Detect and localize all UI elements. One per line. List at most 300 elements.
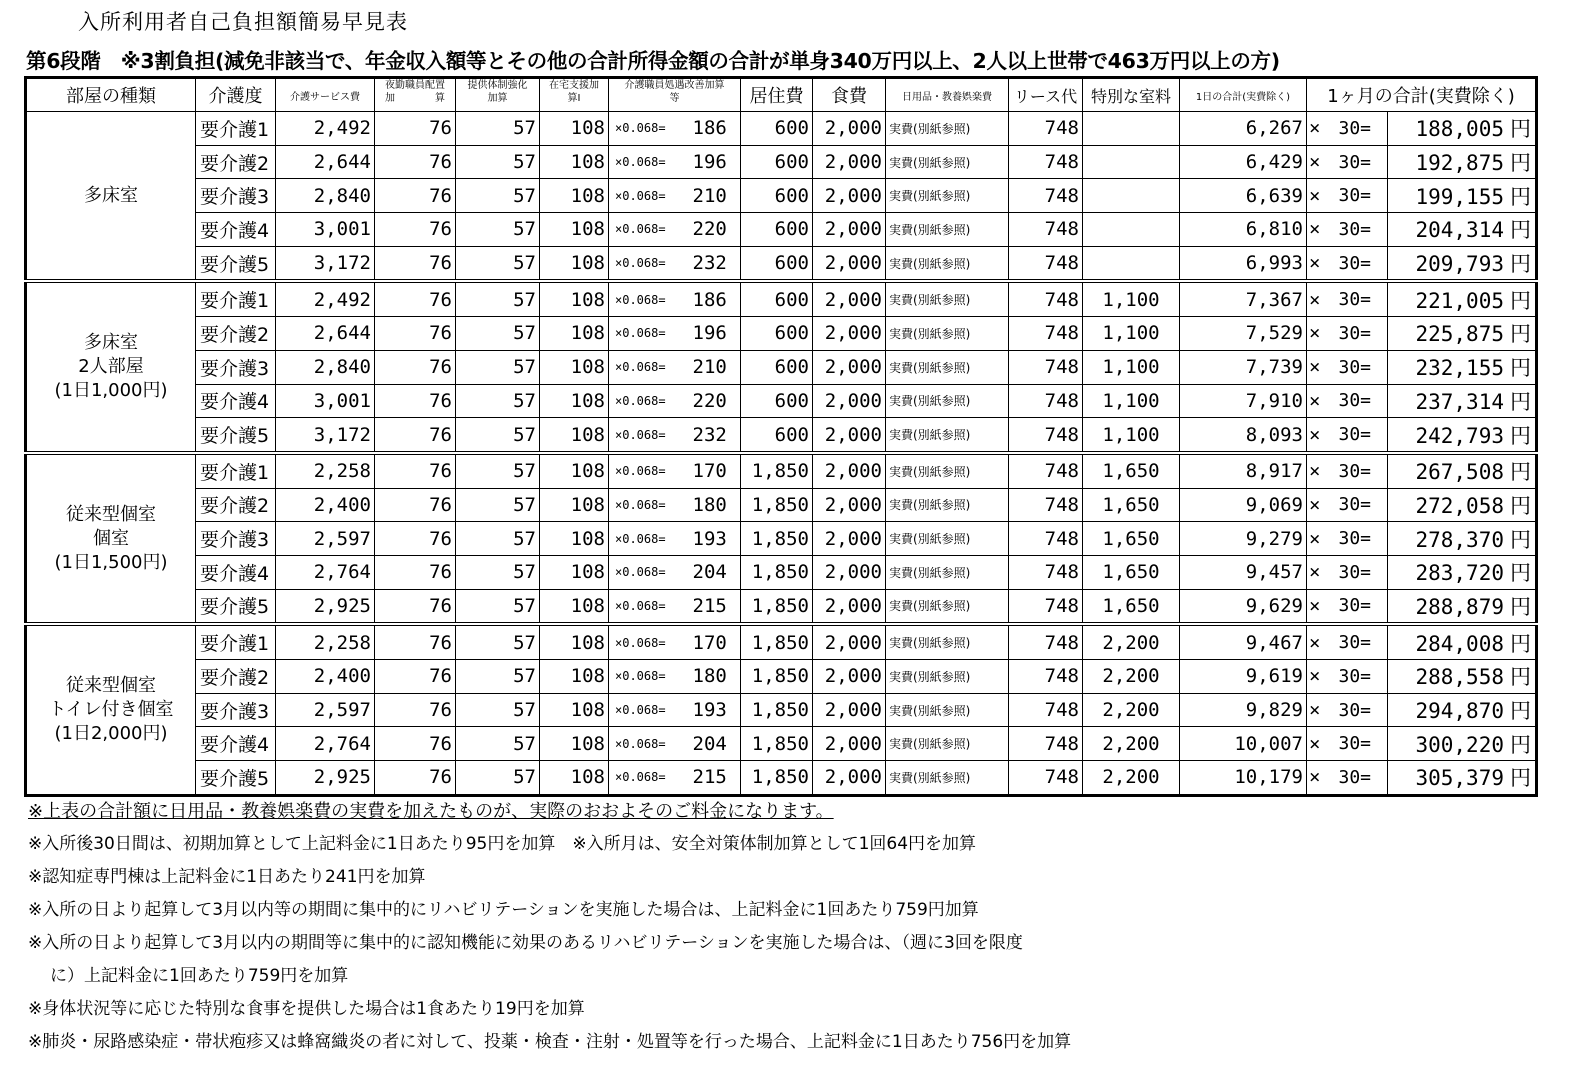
room-type-line: 従来型個室: [66, 675, 156, 697]
treatment-addition-cell: 210: [691, 350, 741, 384]
special-room-fee-cell: [1083, 213, 1180, 247]
service-fee-cell: 2,258: [276, 624, 375, 659]
system-addition-cell: 57: [456, 281, 540, 316]
misc-expense-cell: 実費(別紙参照): [886, 145, 1009, 179]
days-cell: 30=: [1337, 112, 1388, 146]
residence-fee-cell: 600: [741, 281, 813, 316]
care-level-cell: 要介護4: [196, 213, 276, 247]
yen-unit: 円: [1510, 117, 1531, 142]
monthly-total-cell: [1388, 727, 1537, 761]
home-support-cell: 108: [540, 624, 609, 659]
food-fee-cell: 2,000: [813, 660, 886, 694]
care-level-cell: 要介護2: [196, 145, 276, 179]
times-sign-cell: ×: [1307, 246, 1337, 281]
home-support-cell: 108: [540, 761, 609, 796]
home-support-cell: 108: [540, 453, 609, 488]
night-staff-cell: 76: [375, 418, 456, 453]
table-row: [26, 624, 1537, 659]
room-type-cell: [26, 453, 196, 624]
system-addition-cell: 57: [456, 145, 540, 179]
residence-fee-cell: 1,850: [741, 693, 813, 727]
care-level-cell: 要介護4: [196, 555, 276, 589]
table-row: [26, 281, 1537, 316]
times-sign-cell: ×: [1307, 453, 1337, 488]
care-level-cell: 要介護1: [196, 453, 276, 488]
treatment-addition-cell: 186: [691, 281, 741, 316]
monthly-total-value: 192,875: [1415, 151, 1504, 176]
lease-fee-cell: 748: [1009, 555, 1083, 589]
table-row: [26, 660, 1537, 694]
monthly-total-value: 188,005: [1415, 117, 1504, 142]
monthly-total-value: 300,220: [1415, 732, 1504, 757]
room-type-line: 多床室: [84, 184, 138, 206]
special-room-fee-cell: 2,200: [1083, 624, 1180, 659]
header-home-line1: 在宅支援加: [549, 80, 599, 91]
room-type-cell: [26, 112, 196, 282]
treatment-addition-cell: 180: [691, 660, 741, 694]
service-fee-cell: 2,644: [276, 145, 375, 179]
daily-total-cell: 9,279: [1180, 522, 1307, 556]
care-level-cell: 要介護2: [196, 317, 276, 351]
food-fee-cell: 2,000: [813, 418, 886, 453]
table-row: [26, 179, 1537, 213]
note-3: ※認知症専門棟は上記料金に1日あたり241円を加算: [28, 867, 426, 887]
monthly-total-cell: [1388, 555, 1537, 589]
yen-unit: 円: [1510, 460, 1531, 485]
daily-total-cell: 10,179: [1180, 761, 1307, 796]
night-staff-cell: 76: [375, 453, 456, 488]
lease-fee-cell: 748: [1009, 624, 1083, 659]
misc-expense-cell: 実費(別紙参照): [886, 624, 1009, 659]
monthly-total-cell: [1388, 213, 1537, 247]
home-support-cell: 108: [540, 213, 609, 247]
home-support-cell: 108: [540, 384, 609, 418]
daily-total-cell: 9,457: [1180, 555, 1307, 589]
service-fee-cell: 2,258: [276, 453, 375, 488]
night-staff-cell: 76: [375, 693, 456, 727]
treatment-addition-cell: 232: [691, 246, 741, 281]
treatment-addition-cell: 196: [691, 145, 741, 179]
system-addition-cell: 57: [456, 384, 540, 418]
yen-unit: 円: [1510, 389, 1531, 414]
misc-expense-cell: 実費(別紙参照): [886, 660, 1009, 694]
service-fee-cell: 2,764: [276, 555, 375, 589]
yen-unit: 円: [1510, 151, 1531, 176]
monthly-total-cell: [1388, 350, 1537, 384]
yen-unit: 円: [1510, 218, 1531, 243]
days-cell: 30=: [1337, 624, 1388, 659]
service-fee-cell: 2,840: [276, 179, 375, 213]
multiplier-cell: ×0.068=: [609, 145, 691, 179]
daily-total-cell: 9,069: [1180, 488, 1307, 522]
lease-fee-cell: 748: [1009, 317, 1083, 351]
table-row: [26, 522, 1537, 556]
daily-total-cell: 6,429: [1180, 145, 1307, 179]
special-room-fee-cell: [1083, 112, 1180, 146]
system-addition-cell: 57: [456, 761, 540, 796]
note-5: ※入所の日より起算して3月以内の期間等に集中的に認知機能に効果のあるリハビリテーションを実施した場合は、（週に3回を限度: [28, 933, 1023, 953]
food-fee-cell: 2,000: [813, 317, 886, 351]
misc-expense-cell: 実費(別紙参照): [886, 317, 1009, 351]
monthly-total-value: 199,155: [1415, 184, 1504, 209]
fee-table-body: [26, 112, 1537, 796]
monthly-total-value: 204,314: [1415, 218, 1504, 243]
special-room-fee-cell: 2,200: [1083, 660, 1180, 694]
times-sign-cell: ×: [1307, 589, 1337, 624]
home-support-cell: 108: [540, 112, 609, 146]
care-level-cell: 要介護2: [196, 660, 276, 694]
room-type-cell: [26, 281, 196, 452]
home-support-cell: 108: [540, 179, 609, 213]
days-cell: 30=: [1337, 246, 1388, 281]
monthly-total-cell: [1388, 453, 1537, 488]
header-home: [540, 78, 609, 112]
header-system: [456, 78, 540, 112]
header-daily-total: 1日の合計(実費除く): [1180, 78, 1307, 112]
food-fee-cell: 2,000: [813, 761, 886, 796]
lease-fee-cell: 748: [1009, 281, 1083, 316]
residence-fee-cell: 600: [741, 384, 813, 418]
residence-fee-cell: 600: [741, 317, 813, 351]
residence-fee-cell: 1,850: [741, 761, 813, 796]
home-support-cell: 108: [540, 727, 609, 761]
treatment-addition-cell: 210: [691, 179, 741, 213]
monthly-total-cell: [1388, 488, 1537, 522]
residence-fee-cell: 600: [741, 179, 813, 213]
note-5-continued: に）上記料金に1回あたり759円を加算: [50, 966, 349, 986]
night-staff-cell: 76: [375, 246, 456, 281]
days-cell: 30=: [1337, 145, 1388, 179]
room-type-line: (1日2,000円): [54, 723, 168, 745]
daily-total-cell: 9,629: [1180, 589, 1307, 624]
lease-fee-cell: 748: [1009, 660, 1083, 694]
care-level-cell: 要介護1: [196, 281, 276, 316]
table-row: [26, 589, 1537, 624]
residence-fee-cell: 600: [741, 213, 813, 247]
service-fee-cell: 2,492: [276, 281, 375, 316]
service-fee-cell: 2,597: [276, 693, 375, 727]
service-fee-cell: 2,400: [276, 660, 375, 694]
table-row: [26, 693, 1537, 727]
header-night-line2: 加 算: [385, 93, 445, 104]
multiplier-cell: ×0.068=: [609, 384, 691, 418]
lease-fee-cell: 748: [1009, 213, 1083, 247]
treatment-addition-cell: 204: [691, 555, 741, 589]
days-cell: 30=: [1337, 179, 1388, 213]
care-level-cell: 要介護4: [196, 727, 276, 761]
times-sign-cell: ×: [1307, 384, 1337, 418]
home-support-cell: 108: [540, 660, 609, 694]
residence-fee-cell: 1,850: [741, 727, 813, 761]
food-fee-cell: 2,000: [813, 112, 886, 146]
yen-unit: 円: [1510, 665, 1531, 690]
days-cell: 30=: [1337, 727, 1388, 761]
system-addition-cell: 57: [456, 350, 540, 384]
lease-fee-cell: 748: [1009, 761, 1083, 796]
monthly-total-value: 294,870: [1415, 699, 1504, 724]
special-room-fee-cell: [1083, 179, 1180, 213]
special-room-fee-cell: 1,650: [1083, 522, 1180, 556]
header-system-line1: 提供体制強化: [467, 80, 528, 91]
room-type-line: 従来型個室: [66, 503, 156, 525]
night-staff-cell: 76: [375, 112, 456, 146]
night-staff-cell: 76: [375, 281, 456, 316]
daily-total-cell: 7,529: [1180, 317, 1307, 351]
header-lease: リース代: [1009, 78, 1083, 112]
days-cell: 30=: [1337, 350, 1388, 384]
room-type-line: (1日1,000円): [54, 380, 168, 402]
times-sign-cell: ×: [1307, 693, 1337, 727]
monthly-total-cell: [1388, 112, 1537, 146]
multiplier-cell: ×0.068=: [609, 350, 691, 384]
special-room-fee-cell: 1,100: [1083, 281, 1180, 316]
residence-fee-cell: 1,850: [741, 555, 813, 589]
room-type-line: トイレ付き個室: [48, 699, 174, 721]
home-support-cell: 108: [540, 350, 609, 384]
table-row: [26, 317, 1537, 351]
special-room-fee-cell: 1,650: [1083, 555, 1180, 589]
home-support-cell: 108: [540, 281, 609, 316]
home-support-cell: 108: [540, 418, 609, 453]
misc-expense-cell: 実費(別紙参照): [886, 112, 1009, 146]
monthly-total-value: 242,793: [1415, 423, 1504, 448]
food-fee-cell: 2,000: [813, 350, 886, 384]
night-staff-cell: 76: [375, 660, 456, 694]
monthly-total-value: 225,875: [1415, 322, 1504, 347]
system-addition-cell: 57: [456, 418, 540, 453]
days-cell: 30=: [1337, 693, 1388, 727]
residence-fee-cell: 1,850: [741, 624, 813, 659]
times-sign-cell: ×: [1307, 281, 1337, 316]
treatment-addition-cell: 215: [691, 589, 741, 624]
monthly-total-cell: [1388, 660, 1537, 694]
night-staff-cell: 76: [375, 179, 456, 213]
header-misc: 日用品・教養娯楽費: [886, 78, 1009, 112]
table-row: [26, 246, 1537, 281]
misc-expense-cell: 実費(別紙参照): [886, 350, 1009, 384]
misc-expense-cell: 実費(別紙参照): [886, 555, 1009, 589]
header-level: 介護度: [196, 78, 276, 112]
yen-unit: 円: [1510, 252, 1531, 277]
yen-unit: 円: [1510, 699, 1531, 724]
days-cell: 30=: [1337, 761, 1388, 796]
days-cell: 30=: [1337, 589, 1388, 624]
days-cell: 30=: [1337, 555, 1388, 589]
multiplier-cell: ×0.068=: [609, 660, 691, 694]
daily-total-cell: 6,810: [1180, 213, 1307, 247]
times-sign-cell: ×: [1307, 624, 1337, 659]
treatment-addition-cell: 180: [691, 488, 741, 522]
system-addition-cell: 57: [456, 727, 540, 761]
misc-expense-cell: 実費(別紙参照): [886, 418, 1009, 453]
care-level-cell: 要介護5: [196, 246, 276, 281]
daily-total-cell: 9,829: [1180, 693, 1307, 727]
night-staff-cell: 76: [375, 761, 456, 796]
food-fee-cell: 2,000: [813, 281, 886, 316]
yen-unit: 円: [1510, 594, 1531, 619]
service-fee-cell: 2,644: [276, 317, 375, 351]
times-sign-cell: ×: [1307, 727, 1337, 761]
misc-expense-cell: 実費(別紙参照): [886, 761, 1009, 796]
misc-expense-cell: 実費(別紙参照): [886, 693, 1009, 727]
monthly-total-value: 288,558: [1415, 665, 1504, 690]
days-cell: 30=: [1337, 384, 1388, 418]
night-staff-cell: 76: [375, 384, 456, 418]
room-type-line: (1日1,500円): [54, 551, 168, 573]
monthly-total-value: 209,793: [1415, 252, 1504, 277]
multiplier-cell: ×0.068=: [609, 453, 691, 488]
multiplier-cell: ×0.068=: [609, 693, 691, 727]
lease-fee-cell: 748: [1009, 418, 1083, 453]
times-sign-cell: ×: [1307, 761, 1337, 796]
daily-total-cell: 9,619: [1180, 660, 1307, 694]
residence-fee-cell: 600: [741, 350, 813, 384]
multiplier-cell: ×0.068=: [609, 281, 691, 316]
home-support-cell: 108: [540, 522, 609, 556]
residence-fee-cell: 1,850: [741, 488, 813, 522]
multiplier-cell: ×0.068=: [609, 246, 691, 281]
care-level-cell: 要介護5: [196, 589, 276, 624]
times-sign-cell: ×: [1307, 112, 1337, 146]
food-fee-cell: 2,000: [813, 522, 886, 556]
treatment-addition-cell: 186: [691, 112, 741, 146]
yen-unit: 円: [1510, 561, 1531, 586]
special-room-fee-cell: 1,650: [1083, 488, 1180, 522]
home-support-cell: 108: [540, 589, 609, 624]
header-treatment: [609, 78, 741, 112]
misc-expense-cell: 実費(別紙参照): [886, 179, 1009, 213]
monthly-total-cell: [1388, 589, 1537, 624]
table-row: [26, 727, 1537, 761]
misc-expense-cell: 実費(別紙参照): [886, 727, 1009, 761]
table-row: [26, 350, 1537, 384]
monthly-total-value: 267,508: [1415, 460, 1504, 485]
room-type-cell: [26, 624, 196, 795]
multiplier-cell: ×0.068=: [609, 488, 691, 522]
system-addition-cell: 57: [456, 453, 540, 488]
special-room-fee-cell: 2,200: [1083, 727, 1180, 761]
treatment-addition-cell: 170: [691, 453, 741, 488]
food-fee-cell: 2,000: [813, 179, 886, 213]
food-fee-cell: 2,000: [813, 453, 886, 488]
care-level-cell: 要介護3: [196, 522, 276, 556]
table-row: [26, 488, 1537, 522]
treatment-addition-cell: 193: [691, 522, 741, 556]
page-title: 入所利用者自己負担額簡易早見表: [78, 10, 408, 34]
misc-expense-cell: 実費(別紙参照): [886, 589, 1009, 624]
special-room-fee-cell: 1,100: [1083, 317, 1180, 351]
night-staff-cell: 76: [375, 213, 456, 247]
residence-fee-cell: 1,850: [741, 522, 813, 556]
service-fee-cell: 2,597: [276, 522, 375, 556]
multiplier-cell: ×0.068=: [609, 522, 691, 556]
system-addition-cell: 57: [456, 488, 540, 522]
night-staff-cell: 76: [375, 522, 456, 556]
food-fee-cell: 2,000: [813, 693, 886, 727]
times-sign-cell: ×: [1307, 660, 1337, 694]
yen-unit: 円: [1510, 356, 1531, 381]
system-addition-cell: 57: [456, 522, 540, 556]
special-room-fee-cell: 2,200: [1083, 693, 1180, 727]
header-night-line1: 夜勤職員配置: [385, 80, 445, 91]
system-addition-cell: 57: [456, 317, 540, 351]
home-support-cell: 108: [540, 317, 609, 351]
night-staff-cell: 76: [375, 555, 456, 589]
misc-expense-cell: 実費(別紙参照): [886, 281, 1009, 316]
special-room-fee-cell: 1,100: [1083, 418, 1180, 453]
room-type-line: 個室: [93, 527, 129, 549]
residence-fee-cell: 600: [741, 246, 813, 281]
header-residence: 居住費: [741, 78, 813, 112]
yen-unit: 円: [1510, 288, 1531, 313]
note-4: ※入所の日より起算して3月以内等の期間に集中的にリハビリテーションを実施した場合は、上記料金に1回あたり759円加算: [28, 900, 979, 920]
monthly-total-cell: [1388, 317, 1537, 351]
note-7: ※肺炎・尿路感染症・帯状疱疹又は蜂窩織炎の者に対して、投薬・検査・注射・処置等を行った場合、上記料金に1日あたり756円を加算: [28, 1032, 1072, 1052]
home-support-cell: 108: [540, 246, 609, 281]
system-addition-cell: 57: [456, 660, 540, 694]
fee-table: [24, 76, 1538, 797]
table-row: [26, 145, 1537, 179]
misc-expense-cell: 実費(別紙参照): [886, 453, 1009, 488]
lease-fee-cell: 748: [1009, 112, 1083, 146]
multiplier-cell: ×0.068=: [609, 761, 691, 796]
table-row: [26, 555, 1537, 589]
daily-total-cell: 6,639: [1180, 179, 1307, 213]
days-cell: 30=: [1337, 488, 1388, 522]
night-staff-cell: 76: [375, 727, 456, 761]
daily-total-cell: 10,007: [1180, 727, 1307, 761]
times-sign-cell: ×: [1307, 418, 1337, 453]
times-sign-cell: ×: [1307, 488, 1337, 522]
home-support-cell: 108: [540, 693, 609, 727]
night-staff-cell: 76: [375, 488, 456, 522]
room-type-line: 2人部屋: [78, 356, 144, 378]
system-addition-cell: 57: [456, 179, 540, 213]
lease-fee-cell: 748: [1009, 727, 1083, 761]
service-fee-cell: 2,925: [276, 589, 375, 624]
misc-expense-cell: 実費(別紙参照): [886, 488, 1009, 522]
food-fee-cell: 2,000: [813, 213, 886, 247]
lease-fee-cell: 748: [1009, 384, 1083, 418]
header-room-fee: 特別な室料: [1083, 78, 1180, 112]
multiplier-cell: ×0.068=: [609, 317, 691, 351]
yen-unit: 円: [1510, 631, 1531, 656]
lease-fee-cell: 748: [1009, 179, 1083, 213]
lease-fee-cell: 748: [1009, 693, 1083, 727]
system-addition-cell: 57: [456, 246, 540, 281]
table-row: [26, 213, 1537, 247]
care-level-cell: 要介護5: [196, 761, 276, 796]
treatment-addition-cell: 220: [691, 213, 741, 247]
lease-fee-cell: 748: [1009, 589, 1083, 624]
times-sign-cell: ×: [1307, 145, 1337, 179]
monthly-total-value: 284,008: [1415, 631, 1504, 656]
days-cell: 30=: [1337, 453, 1388, 488]
lease-fee-cell: 748: [1009, 522, 1083, 556]
lease-fee-cell: 748: [1009, 488, 1083, 522]
service-fee-cell: 2,925: [276, 761, 375, 796]
monthly-total-cell: [1388, 522, 1537, 556]
residence-fee-cell: 1,850: [741, 589, 813, 624]
residence-fee-cell: 1,850: [741, 453, 813, 488]
care-level-cell: 要介護3: [196, 693, 276, 727]
monthly-total-value: 272,058: [1415, 493, 1504, 518]
daily-total-cell: 7,367: [1180, 281, 1307, 316]
food-fee-cell: 2,000: [813, 727, 886, 761]
misc-expense-cell: 実費(別紙参照): [886, 246, 1009, 281]
multiplier-cell: ×0.068=: [609, 179, 691, 213]
food-fee-cell: 2,000: [813, 246, 886, 281]
